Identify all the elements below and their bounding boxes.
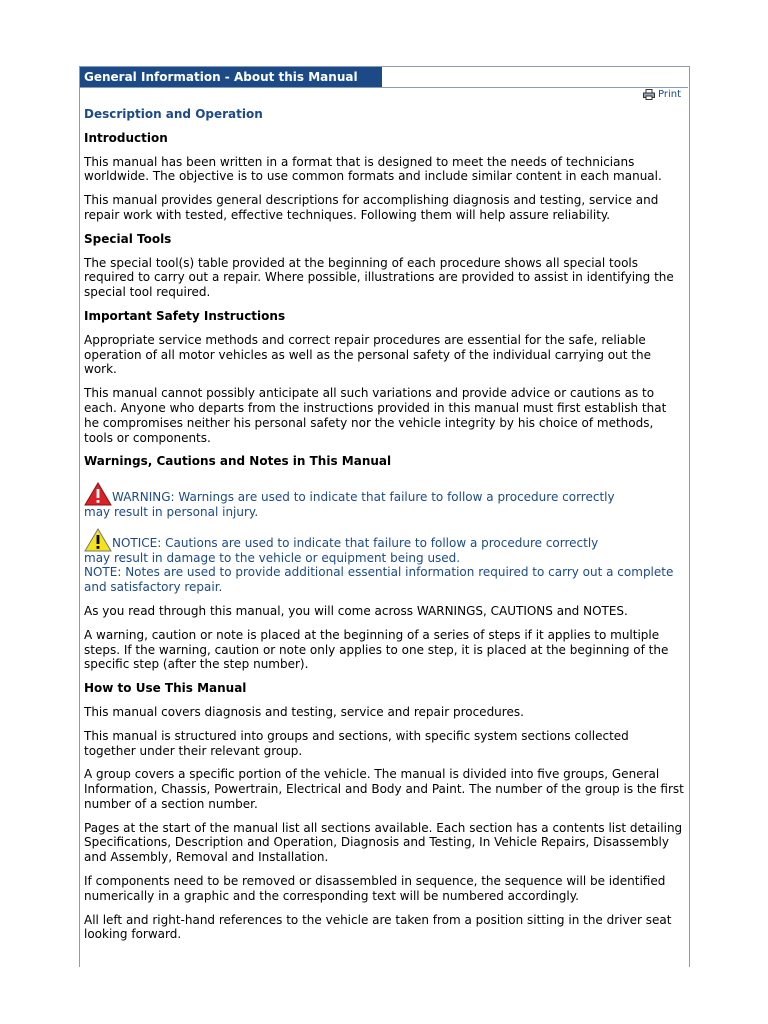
section-title: Description and Operation — [84, 107, 263, 121]
warning-text-line1: WARNING: Warnings are used to indicate that failure to follow a procedure correctly — [112, 490, 615, 505]
paragraph: Pages at the start of the manual list all sections available. Each section has a contents list detailing Specifications, Description and Operation, Diagnosis and Testing, In Vehicle Repairs, Disassembly and Assembly, Removal and Installation. — [84, 820, 683, 865]
printer-icon — [643, 89, 655, 100]
paragraph: The special tool(s) table provided at the beginning of each procedure shows all special tools required to carry out a repair. Where possible, illustrations are provided to assist in identifying the special tool required. — [84, 255, 674, 300]
paragraph: This manual covers diagnosis and testing, service and repair procedures. — [84, 704, 524, 719]
paragraph: This manual has been written in a format that is designed to meet the needs of technicians worldwide. The objective is to use common formats and include similar content in each manual. — [84, 154, 662, 184]
paragraph: Appropriate service methods and correct repair procedures are essential for the safe, reliable operation of all motor vehicles as well as the personal safety of the individual carrying out the work. — [84, 332, 651, 377]
paragraph: All left and right-hand references to the vehicle are taken from a position sitting in the driver seat looking forward. — [84, 912, 672, 942]
warning-triangle-icon — [84, 482, 112, 506]
notice-text-line2: may result in damage to the vehicle or equipment being used. — [84, 550, 461, 565]
paragraph: As you read through this manual, you will come across WARNINGS, CAUTIONS and NOTES. — [84, 603, 628, 618]
heading-how-to-use: How to Use This Manual — [84, 681, 247, 696]
paragraph: This manual cannot possibly anticipate all such variations and provide advice or cautions as to each. Anyone who departs from the instructions provided in this manual must first establish that he compromises neither his personal safety nor the vehicle integrity by his choice of methods, tools or components. — [84, 386, 667, 445]
paragraph: A group covers a specific portion of the vehicle. The manual is divided into five groups, General Information, Chassis, Powertrain, Electrical and Body and Paint. The number of the group is the first number of a section number. — [84, 767, 684, 811]
paragraph: If components need to be removed or disassembled in sequence, the sequence will be identified numerically in a graphic and the corresponding text will be numbered accordingly. — [84, 874, 666, 903]
notice-text-line1: NOTICE: Cautions are used to indicate that failure to follow a procedure correctly — [112, 535, 599, 550]
warning-block — [84, 488, 684, 520]
heading-special-tools: Special Tools — [84, 231, 172, 246]
title-divider — [80, 87, 688, 88]
paragraph: A warning, caution or note is placed at the beginning of a series of steps if it applies to multiple steps. If the warning, caution or note only applies to one step, it is placed at the beginning of the specific step (after the step number). — [84, 627, 669, 672]
heading-safety-instructions: Important Safety Instructions — [84, 308, 286, 323]
paragraph: This manual provides general descriptions for accomplishing diagnosis and testing, service and repair work with tested, effective techniques. Following them will help assure reliability. — [84, 193, 659, 222]
caution-triangle-icon — [84, 528, 112, 552]
manual-content — [84, 107, 684, 951]
note-text: NOTE: Notes are used to provide additional essential information required to carry out a complete and satisfactory repair. — [84, 565, 674, 595]
heading-introduction: Introduction — [84, 130, 168, 145]
heading-warnings: Warnings, Cautions and Notes in This Manual — [84, 454, 392, 469]
warning-text-line2: may result in personal injury. — [84, 504, 259, 519]
paragraph: This manual is structured into groups and sections, with specific system sections collected together under their relevant group. — [84, 728, 629, 758]
print-button[interactable] — [643, 89, 681, 100]
notice-block — [84, 534, 684, 566]
page-title: General Information - About this Manual — [80, 67, 382, 87]
print-label: Print — [657, 89, 681, 100]
